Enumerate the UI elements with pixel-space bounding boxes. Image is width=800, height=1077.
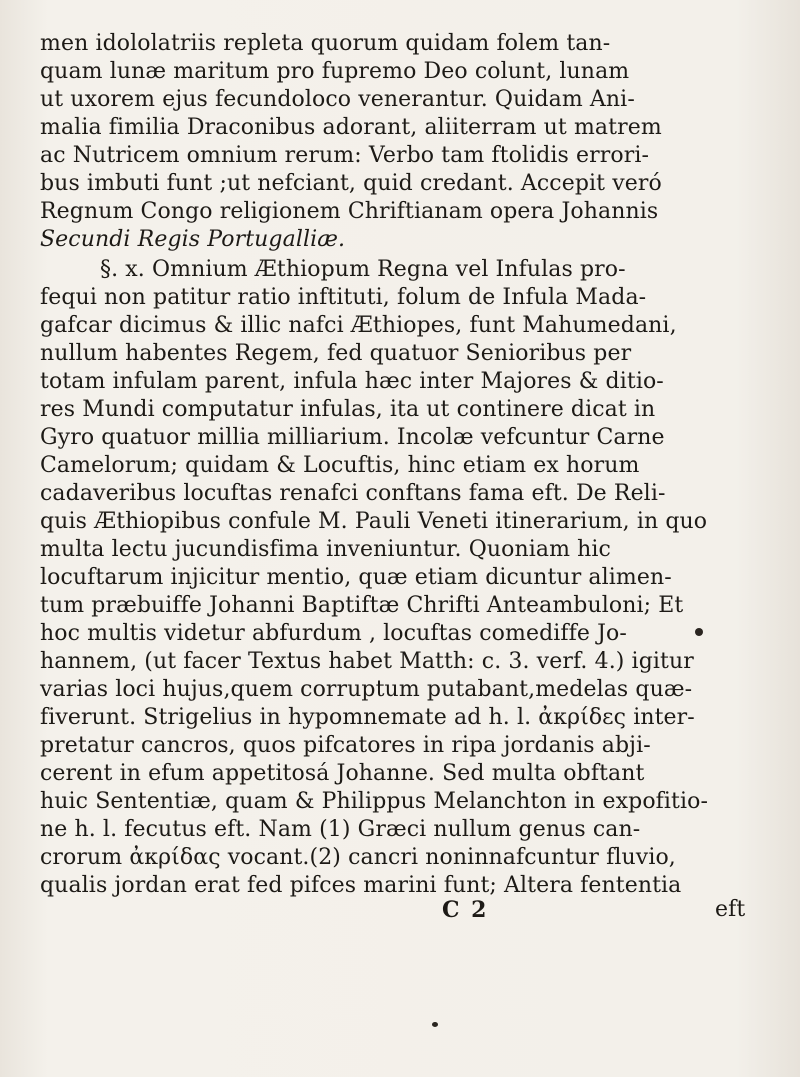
text-line: bus imbuti funt ;ut nefciant, quid credant. Accepit veró (40, 171, 662, 196)
text-line: malia fimilia Draconibus adorant, aliiterram ut matrem (40, 115, 662, 140)
ink-speck (695, 628, 703, 636)
text-line: ne h. l. fecutus eft. Nam (1) Græci nullum genus can- (40, 817, 641, 842)
text-line: huic Sententiæ, quam & Philippus Melanchton in expofitio- (40, 789, 709, 814)
ink-speck (432, 1022, 438, 1027)
text-line: pretatur cancros, quos pifcatores in ripa jordanis abji- (40, 733, 651, 758)
text-line: hoc multis videtur abfurdum , locuftas comediffe Jo- (40, 621, 627, 646)
text-line: hannem, (ut facer Textus habet Matth: c. 3. verf. 4.) igitur (40, 649, 694, 674)
text-line: crorum ἀκρίδας vocant.(2) cancri noninnafcuntur fluvio, (40, 845, 676, 870)
text-line: totam infulam parent, infula hæc inter Majores & ditio- (40, 369, 664, 394)
signature-mark: C 2 (442, 897, 489, 923)
text-line: tum præbuiffe Johanni Baptiftæ Chrifti Anteambuloni; Et (40, 593, 684, 618)
text-line: locuftarum injicitur mentio, quæ etiam dicuntur alimen- (40, 565, 672, 590)
text-line: Secundi Regis Portugalliæ. (40, 227, 346, 252)
catchword: eft (715, 897, 746, 922)
text-line: res Mundi computatur infulas, ita ut continere dicat in (40, 397, 656, 422)
text-line: fiverunt. Strigelius in hypomnemate ad h. l. ἀκρίδες inter- (40, 705, 695, 730)
text-line: nullum habentes Regem, fed quatuor Senioribus per (40, 341, 632, 366)
text-line: cadaveribus locuftas renafci conftans fama eft. De Reli- (40, 481, 666, 506)
text-line: multa lectu jucundisfima inveniuntur. Quoniam hic (40, 537, 611, 562)
text-line: men idololatriis repleta quorum quidam folem tan- (40, 31, 611, 56)
text-line: Regnum Congo religionem Chriftianam opera Johannis (40, 199, 659, 224)
text-line: gafcar dicimus & illic nafci Æthiopes, funt Mahumedani, (40, 313, 677, 338)
text-line: ut uxorem ejus fecundoloco venerantur. Quidam Ani- (40, 87, 635, 112)
text-line: ac Nutricem omnium rerum: Verbo tam ftolidis errori- (40, 143, 649, 168)
text-line: quis Æthiopibus confule M. Pauli Veneti itinerarium, in quo (40, 509, 708, 534)
text-line: cerent in efum appetitosá Johanne. Sed multa obftant (40, 761, 645, 786)
text-line: qualis jordan erat fed pifces marini funt; Altera fententia (40, 873, 682, 898)
text-line: Camelorum; quidam & Locuftis, hinc etiam ex horum (40, 453, 640, 478)
text-line: Gyro quatuor millia milliarium. Incolæ vefcuntur Carne (40, 425, 665, 450)
text-line: quam lunæ maritum pro fupremo Deo colunt, lunam (40, 59, 630, 84)
section-heading-line: §. x. Omnium Æthiopum Regna vel Infulas pro- (100, 257, 626, 282)
text-line: varias loci hujus,quem corruptum putabant,medelas quæ- (40, 677, 693, 702)
text-line: fequi non patitur ratio inftituti, folum de Infula Mada- (40, 285, 647, 310)
